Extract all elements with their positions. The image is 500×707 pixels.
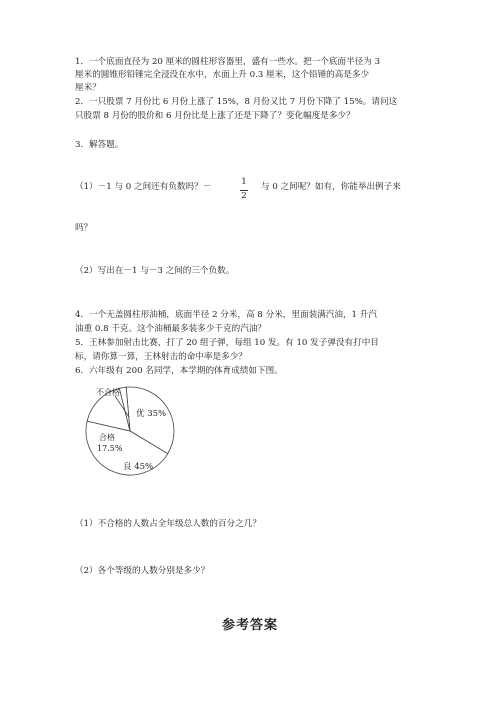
- good-label: 良 45%: [123, 462, 154, 472]
- q3-heading: 3．解答题。: [75, 140, 124, 150]
- q2-line-2: 只股票 8 月份的股价和 6 月份比是上涨了还是下降了？变化幅度是多少？: [75, 111, 355, 121]
- pass-name-label: 合格: [99, 433, 115, 442]
- q1-line-1: 1．一个底面直径为 20 厘米的圆柱形容器里，盛有一些水。把一个底面半径为 3: [75, 57, 381, 67]
- q6-sub-2: （2）各个等级的人数分别是多少？: [75, 566, 210, 576]
- q1-line-3: 厘米？: [75, 83, 101, 93]
- answers-title: 参考答案: [221, 618, 278, 633]
- q4-line-2: 油重 0.8 千克。这个油桶最多装多少千克的汽油？: [75, 324, 267, 334]
- fraction-denominator: 2: [241, 191, 247, 201]
- q2-line-1: 2．一只股票 7 月份比 6 月份上涨了 15%，8 月份又比 7 月份下降了 15%。请问这: [75, 97, 398, 107]
- pie-chart: [85, 385, 205, 505]
- q3-part2: （2）写出在－1 与－3 之间的三个负数。: [75, 266, 235, 276]
- pass-value-label: 17.5%: [97, 444, 123, 453]
- q3-part1-before: （1）－1 与 0 之间还有负数吗？－: [75, 182, 212, 192]
- q1-line-2: 厘米的圆锥形铅锤完全浸没在水中，水面上升 0.3 厘米，这个铅锤的高是多少: [75, 70, 370, 80]
- q6-line-1: 6．六年级有 200 名同学，本学期的体育成绩如下图。: [75, 366, 283, 376]
- fail-label: 不合格: [96, 388, 120, 397]
- q4-line-1: 4．一个无盖圆柱形油桶，底面半径 2 分米，高 8 分米，里面装满汽油，1 升汽: [75, 310, 377, 320]
- excellent-label: 优 35%: [136, 409, 167, 419]
- q6-sub-1: （1）不合格的人数占全年级总人数的百分之几？: [75, 519, 261, 529]
- q5-line-2: 标，请你算一算，王林射击的命中率是多少？: [75, 352, 247, 362]
- q3-part1-after: 与 0 之间呢？如有，你能举出例子来: [261, 182, 401, 192]
- q5-line-1: 5．王林参加射击比赛，打了 20 组子弹，每组 10 发。有 10 发子弹没有打中目: [75, 338, 379, 348]
- q3-part1-cont: 吗？: [75, 223, 93, 233]
- fraction-numerator: 1: [241, 177, 247, 187]
